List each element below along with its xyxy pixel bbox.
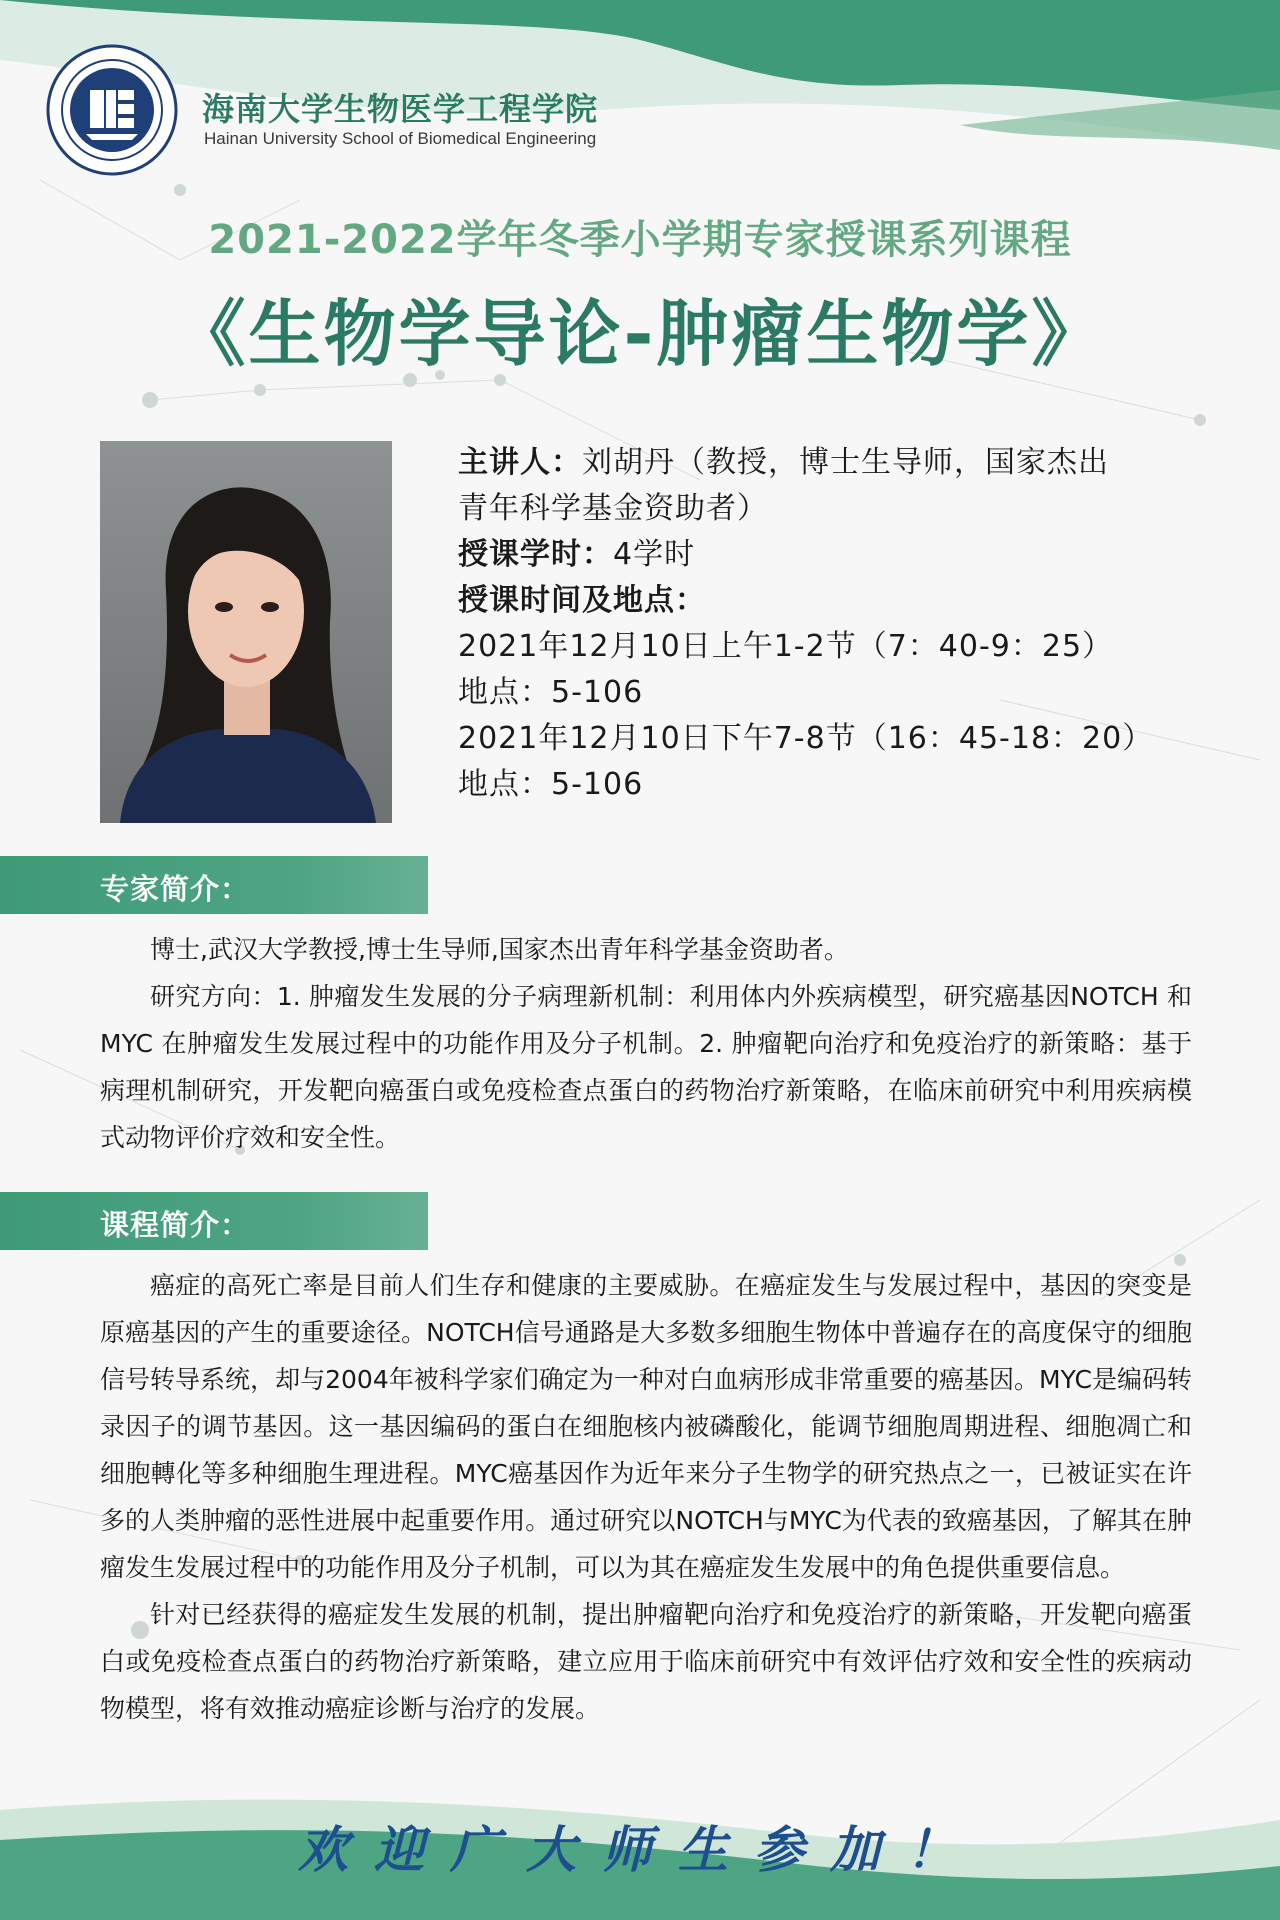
course-intro-text: [100, 1262, 1192, 1732]
expert-research-paragraph: 研究方向：1. 肿瘤发生发展的分子病理新机制：利用体内外疾病模型，研究癌基因NOTCH 和 MYC 在肿瘤发生发展过程中的功能作用及分子机制。2. 肿瘤靶向治疗和免疫治疗的新策略：基于病理机制研究，开发靶向癌蛋白或免疫检查点蛋白的药物治疗新策略，在临床前研究中利用疾病模式动物评价疗效和安全性。: [100, 982, 1192, 1152]
university-name-english: Hainan University School of Biomedical Engineering: [204, 129, 597, 148]
course-intro-paragraph: 针对已经获得的癌症发生发展的机制，提出肿瘤靶向治疗和免疫治疗的新策略，开发靶向癌蛋白或免疫检查点蛋白的药物治疗新策略，建立应用于临床前研究中有效评估疗效和安全性的疾病动物模型，将有效推动癌症诊断与治疗的发展。: [100, 1600, 1192, 1723]
course-series-subtitle: 2021-2022学年冬季小学期专家授课系列课程: [208, 217, 1072, 263]
expert-intro-heading: 专家简介：: [100, 872, 251, 906]
session1-time: 2021年12月10日上午1-2节（7：40-9：25）: [458, 629, 1114, 664]
course-intro-heading: 课程简介：: [100, 1208, 251, 1242]
session2-time: 2021年12月10日下午7-8节（16：45-18：20）: [458, 721, 1154, 756]
welcome-slogan: 欢迎广大师生参加！: [298, 1820, 982, 1879]
expert-intro-text: [100, 926, 1192, 1161]
course-intro-paragraph: 癌症的高死亡率是目前人们生存和健康的主要威胁。在癌症发生与发展过程中，基因的突变是原癌基因的产生的重要途径。NOTCH信号通路是大多数多细胞生物体中普遍存在的高度保守的细胞信号转导系统，却与2004年被科学家们确定为一种对白血病形成非常重要的癌基因。MYC是编码转录因子的调节基因。这一基因编码的蛋白在细胞核内被磷酸化，能调节细胞周期进程、细胞凋亡和细胞轉化等多种细胞生理进程。MYC癌基因作为近年来分子生物学的研究热点之一，已被证实在许多的人类肿瘤的恶性进展中起重要作用。通过研究以NOTCH与MYC为代表的致癌基因，了解其在肿瘤发生发展过程中的功能作用及分子机制，可以为其在癌症发生发展中的角色提供重要信息。: [100, 1271, 1192, 1582]
hours-label: 授课学时：: [458, 537, 613, 572]
university-logo: [46, 44, 178, 176]
expert-intro-paragraph: 博士,武汉大学教授,博士生导师,国家杰出青年科学基金资助者。: [150, 935, 849, 964]
lecturer-line-continued: 青年科学基金资助者）: [458, 491, 768, 526]
hours-line: [458, 532, 1218, 578]
course-title: 《生物学导论-肿瘤生物学》: [173, 292, 1107, 376]
lecture-info: [458, 440, 1218, 808]
university-name-chinese: 海南大学生物医学工程学院: [202, 90, 599, 128]
lecturer-line: [458, 440, 1218, 486]
lecturer-label: 主讲人：: [458, 445, 582, 480]
lecturer-name-title: 刘胡丹（教授，博士生导师，国家杰出: [582, 445, 1109, 480]
session2-place: 地点：5-106: [458, 767, 644, 802]
hours-value: 4学时: [613, 537, 696, 572]
session1-place: 地点：5-106: [458, 675, 644, 710]
lecturer-photo: [100, 441, 392, 823]
schedule-label: 授课时间及地点：: [458, 583, 706, 618]
